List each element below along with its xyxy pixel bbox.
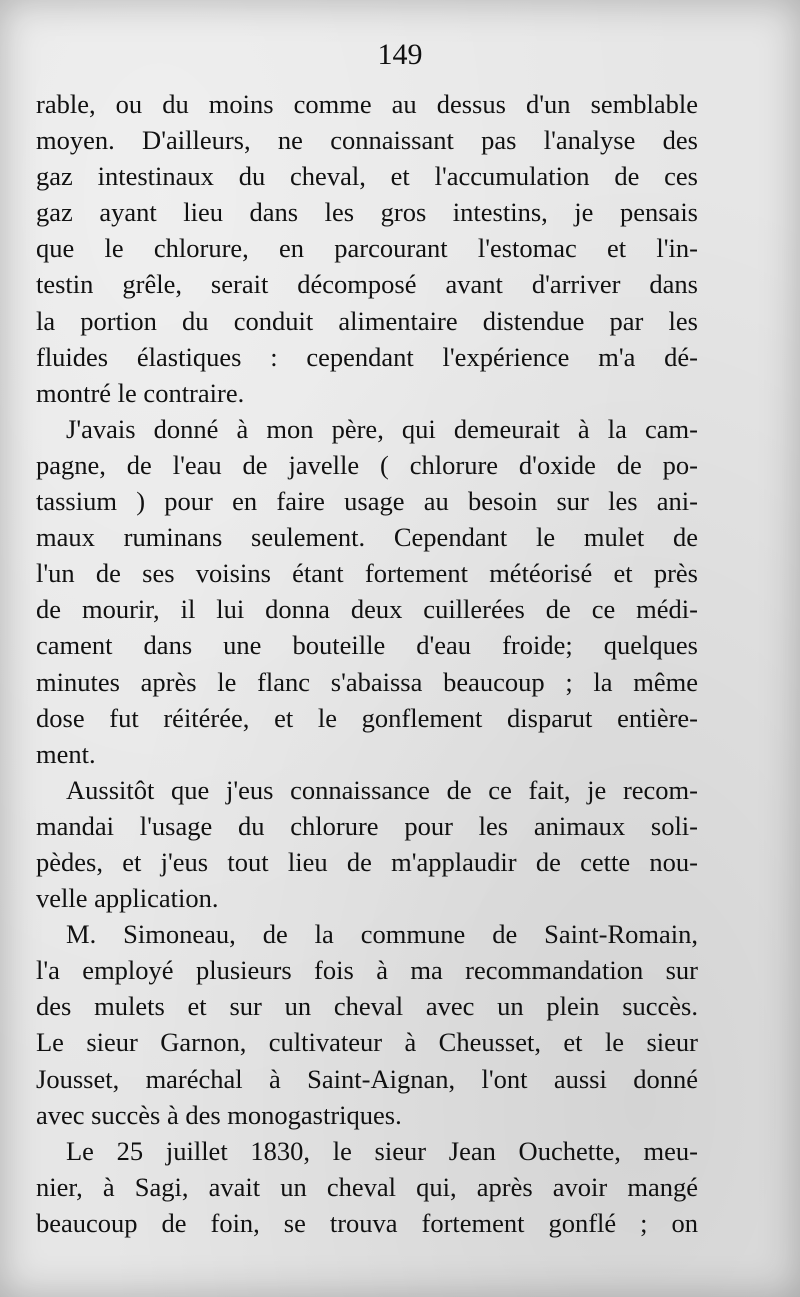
text-line: que le chlorure, en parcourant l'estomac et l'in- bbox=[36, 233, 698, 264]
text-line: montré le contraire. bbox=[36, 377, 245, 408]
text-line: mandai l'usage du chlorure pour les animaux soli- bbox=[36, 810, 698, 841]
text-line: testin grêle, serait décomposé avant d'arriver dans bbox=[36, 269, 698, 300]
text-line: cament dans une bouteille d'eau froide; quelques bbox=[36, 630, 698, 661]
text-line: la portion du conduit alimentaire distendue par les bbox=[36, 305, 698, 336]
text-line: de mourir, il lui donna deux cuillerées de ce médi- bbox=[36, 594, 698, 625]
text-line: avec succès à des monogastriques. bbox=[36, 1099, 402, 1130]
text-line: pagne, de l'eau de javelle ( chlorure d'oxide de po- bbox=[36, 449, 698, 480]
text-line: Jousset, maréchal à Saint-Aignan, l'ont aussi donné bbox=[36, 1063, 698, 1094]
text-line: l'a employé plusieurs fois à ma recommandation sur bbox=[36, 955, 698, 986]
text-line: nier, à Sagi, avait un cheval qui, après avoir mangé bbox=[36, 1171, 698, 1202]
body-text bbox=[36, 86, 698, 1241]
text-line: fluides élastiques : cependant l'expérience m'a dé- bbox=[36, 341, 698, 372]
text-line: ment. bbox=[36, 738, 96, 769]
text-line: gaz ayant lieu dans les gros intestins, je pensais bbox=[36, 197, 698, 228]
text-line: beaucoup de foin, se trouva fortement gonflé ; on bbox=[36, 1207, 698, 1238]
text-line: velle application. bbox=[36, 883, 219, 914]
text-line: gaz intestinaux du cheval, et l'accumulation de ces bbox=[36, 161, 698, 192]
page-number: 149 bbox=[377, 38, 423, 71]
text-line: l'un de ses voisins étant fortement météorisé et près bbox=[36, 558, 698, 589]
text-line: moyen. D'ailleurs, ne connaissant pas l'analyse des bbox=[36, 125, 698, 156]
text-line: pèdes, et j'eus tout lieu de m'applaudir de cette nou- bbox=[36, 846, 698, 877]
text-line: tassium ) pour en faire usage au besoin sur les ani- bbox=[36, 486, 698, 517]
text-line: Le 25 juillet 1830, le sieur Jean Ouchette, meu- bbox=[66, 1135, 698, 1166]
text-line: maux ruminans seulement. Cependant le mulet de bbox=[36, 522, 698, 553]
text-line: M. Simoneau, de la commune de Saint-Romain, bbox=[66, 919, 698, 950]
text-line: Le sieur Garnon, cultivateur à Cheusset, et le sieur bbox=[36, 1027, 698, 1058]
text-line: des mulets et sur un cheval avec un plein succès. bbox=[36, 991, 698, 1022]
text-line: Aussitôt que j'eus connaissance de ce fait, je recom- bbox=[66, 774, 698, 805]
text-line: rable, ou du moins comme au dessus d'un semblable bbox=[36, 89, 698, 119]
text-line: dose fut réitérée, et le gonflement disparut entière- bbox=[36, 702, 698, 733]
text-line: J'avais donné à mon père, qui demeurait à la cam- bbox=[66, 413, 698, 444]
text-line: minutes après le flanc s'abaissa beaucoup ; la même bbox=[36, 666, 698, 697]
